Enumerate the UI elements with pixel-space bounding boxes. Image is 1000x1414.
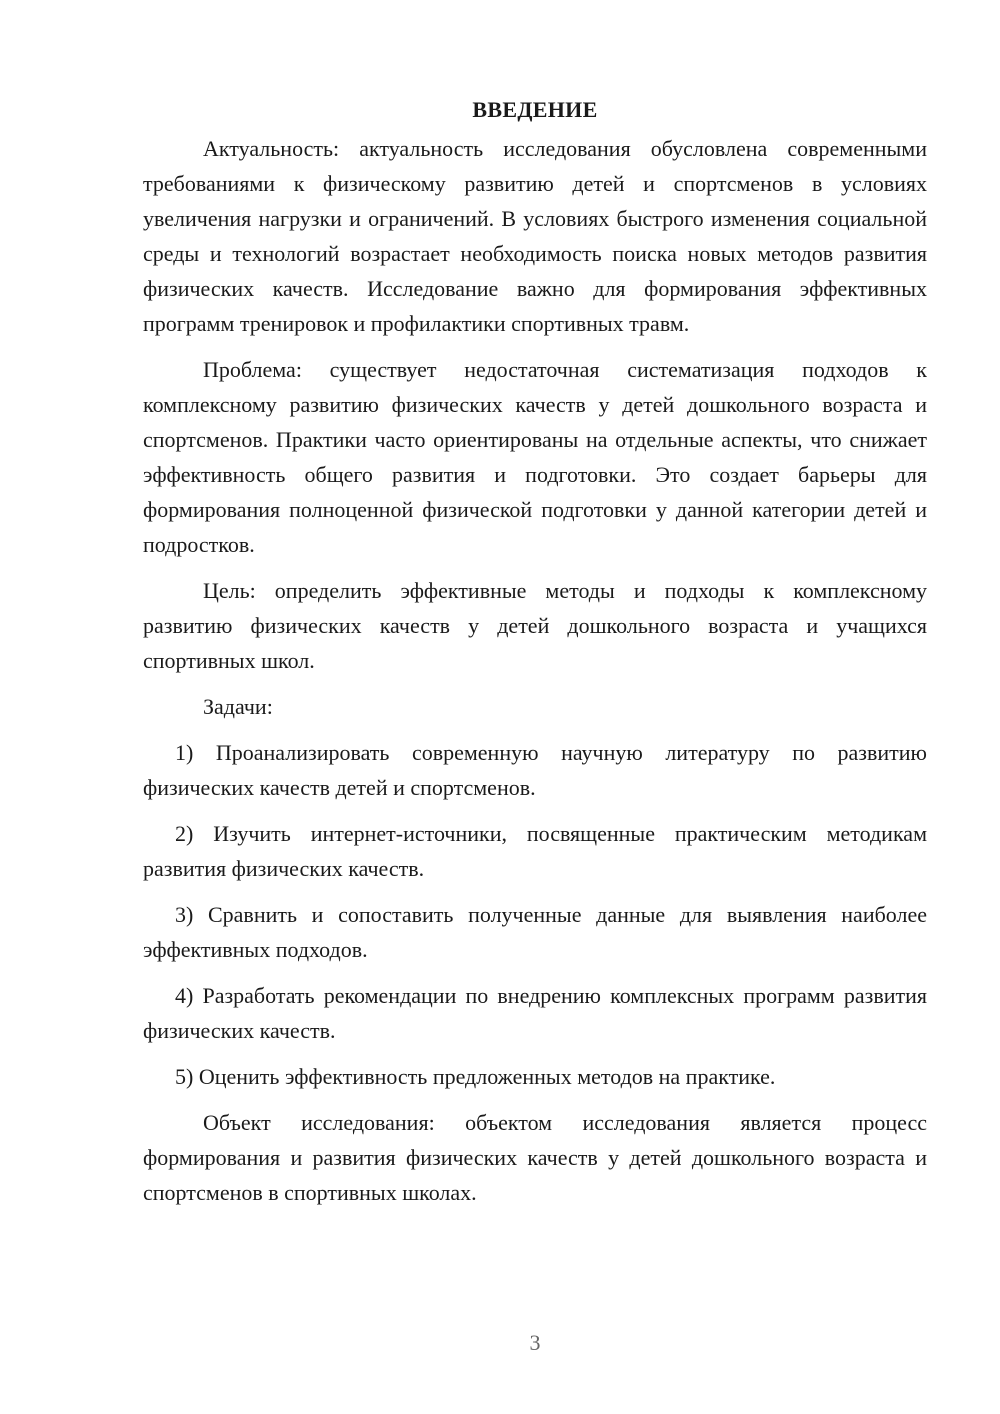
document-page bbox=[143, 92, 927, 1221]
task-item-1: 1) Проанализировать современную научную литературу по развитию физических качеств детей и спортсменов. bbox=[143, 740, 927, 800]
goal-paragraph: Цель: определить эффективные методы и подходы к комплексному развитию физических качеств у детей дошкольного возраста и учащихся спортивных школ. bbox=[143, 578, 927, 673]
task-item-5: 5) Оценить эффективность предложенных методов на практике. bbox=[175, 1064, 776, 1089]
task-item-4: 4) Разработать рекомендации по внедрению комплексных программ развития физических качеств. bbox=[143, 983, 927, 1043]
problem-paragraph: Проблема: существует недостаточная систематизация подходов к комплексному развитию физических качеств у детей дошкольного возраста и спортсменов. Практики часто ориентированы на отдельные аспекты, что снижает эффективность общего развития и подготовки. Это создает барьеры для формирования полноценной физической подготовки у данной категории детей и подростков. bbox=[143, 357, 927, 557]
section-title: ВВЕДЕНИЕ bbox=[472, 97, 598, 122]
page-number: 3 bbox=[529, 1330, 541, 1355]
object-paragraph: Объект исследования: объектом исследования является процесс формирования и развития физических качеств у детей дошкольного возраста и спортсменов в спортивных школах. bbox=[143, 1110, 927, 1205]
relevance-paragraph: Актуальность: актуальность исследования обусловлена современными требованиями к физическому развитию детей и спортсменов в условиях увеличения нагрузки и ограничений. В условиях быстрого изменения социальной среды и технологий возрастает необходимость поиска новых методов развития физических качеств. Исследование важно для формирования эффективных программ тренировок и профилактики спортивных травм. bbox=[143, 136, 927, 336]
task-item-3: 3) Сравнить и сопоставить полученные данные для выявления наиболее эффективных подходов. bbox=[143, 902, 927, 962]
tasks-heading: Задачи: bbox=[203, 694, 273, 719]
task-item-2: 2) Изучить интернет-источники, посвященные практическим методикам развития физических качеств. bbox=[143, 821, 927, 881]
